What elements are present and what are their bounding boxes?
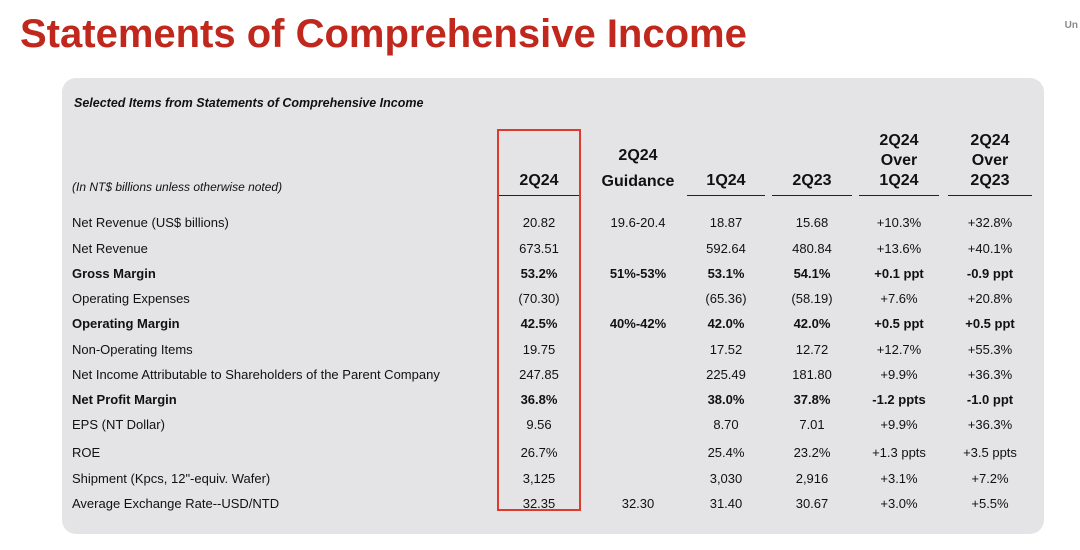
header-2q23-text: 2Q23 [792,172,832,189]
cell-guidance [590,412,686,437]
cell-2q23: 2,916 [795,471,829,486]
cell-1q24: 31.40 [709,496,743,511]
cell-over-2q23: +36.3% [967,417,1013,432]
cell-over-2q23: +3.5 ppts [963,445,1017,460]
cell-over-1q24: +1.3 ppts [872,445,926,460]
cell-2q24: 20.82 [522,215,556,230]
cell-1q24: 8.70 [713,417,739,432]
header-over-2q23-line2: Over [971,152,1009,169]
row-label: Net Revenue (US$ billions) [72,215,229,230]
cell-2q23: 23.2% [793,445,831,460]
header-guidance-line1: 2Q24 [618,147,658,164]
cell-guidance [590,362,686,387]
cell-2q24: 53.2% [520,266,558,281]
header-over-1q24 [859,130,939,196]
cell-2q24: 9.56 [526,417,552,432]
cell-2q23: 7.01 [799,417,825,432]
row-label: Shipment (Kpcs, 12"-equiv. Wafer) [72,471,271,486]
header-over-1q24-line2: Over [880,152,918,169]
row-label: EPS (NT Dollar) [72,417,165,432]
cell-over-1q24: +0.5 ppt [874,316,924,331]
cell-over-2q23: +7.2% [971,471,1009,486]
cell-over-1q24: +3.0% [880,496,918,511]
unit-note: (In NT$ billions unless otherwise noted) [72,180,283,194]
cell-guidance [590,440,686,465]
cell-1q24: 18.87 [709,215,743,230]
cell-1q24: 42.0% [707,316,745,331]
cell-2q23: 480.84 [792,241,832,256]
cell-1q24: (65.36) [705,291,747,306]
cell-over-2q23: -0.9 ppt [966,266,1014,281]
row-label: Non-Operating Items [72,342,193,357]
cell-over-2q23: +40.1% [967,241,1013,256]
cell-2q24: 42.5% [520,316,558,331]
page-title: Statements of Comprehensive Income [20,12,747,56]
cell-over-1q24: +0.1 ppt [874,266,924,281]
cell-guidance: 40%-42% [609,316,667,331]
cell-2q24: 3,125 [522,471,556,486]
cell-guidance [590,466,686,491]
cell-over-1q24: +7.6% [880,291,918,306]
cell-2q23: 15.68 [795,215,829,230]
cell-guidance [590,286,686,311]
header-guidance-line2: Guidance [601,173,675,190]
cell-over-1q24: -1.2 ppts [872,392,926,407]
cell-2q24: 36.8% [520,392,558,407]
header-1q24-text: 1Q24 [706,172,746,189]
header-over-2q23-line3: 2Q23 [970,172,1010,189]
cell-over-1q24: +10.3% [876,215,922,230]
cell-over-2q23: +36.3% [967,367,1013,382]
row-label: Gross Margin [72,266,156,281]
cell-1q24: 3,030 [709,471,743,486]
header-over-2q23 [948,130,1032,196]
cell-over-2q23: +0.5 ppt [965,316,1015,331]
row-label: ROE [72,445,101,460]
table-subtitle: Selected Items from Statements of Comprehensive Income [74,96,424,110]
cell-2q23: 37.8% [793,392,831,407]
cell-over-1q24: +3.1% [880,471,918,486]
row-label: Net Profit Margin [72,392,177,407]
cell-1q24: 592.64 [706,241,746,256]
cell-2q23: 30.67 [795,496,829,511]
header-2q24-text: 2Q24 [519,172,559,189]
cell-2q23: (58.19) [791,291,833,306]
row-label: Average Exchange Rate--USD/NTD [72,496,280,511]
header-2q23 [772,130,852,196]
row-label: Net Income Attributable to Shareholders of the Parent Company [72,367,440,382]
row-label: Operating Expenses [72,291,190,306]
row-label: Operating Margin [72,316,180,331]
cell-over-2q23: +32.8% [967,215,1013,230]
row-label: Net Revenue [72,241,148,256]
current-quarter-highlight [497,129,581,511]
cell-guidance: 19.6-20.4 [610,215,666,230]
cell-1q24: 38.0% [707,392,745,407]
header-over-2q23-line1: 2Q24 [970,132,1010,149]
cell-guidance: 32.30 [621,496,655,511]
cell-1q24: 225.49 [706,367,746,382]
cell-2q24: 32.35 [522,496,556,511]
header-over-1q24-line3: 1Q24 [879,172,919,189]
cell-over-1q24: +9.9% [880,417,918,432]
cell-1q24: 25.4% [707,445,745,460]
cell-guidance [590,337,686,362]
cell-guidance [590,236,686,261]
cell-2q24: 26.7% [520,445,558,460]
cell-over-2q23: +5.5% [971,496,1009,511]
header-1q24 [687,130,765,196]
cell-over-2q23: +55.3% [967,342,1013,357]
cell-2q24: 247.85 [519,367,559,382]
cell-guidance: 51%-53% [609,266,667,281]
cell-1q24: 17.52 [709,342,743,357]
cell-2q23: 12.72 [795,342,829,357]
cell-over-2q23: +20.8% [967,291,1013,306]
cell-guidance [590,387,686,412]
cell-2q24: 19.75 [522,342,556,357]
cell-2q24: (70.30) [518,291,560,306]
header-over-1q24-line1: 2Q24 [879,132,919,149]
cell-2q24: 673.51 [519,241,559,256]
cell-2q23: 54.1% [793,266,831,281]
cell-over-1q24: +13.6% [876,241,922,256]
cell-2q23: 181.80 [792,367,832,382]
cell-1q24: 53.1% [707,266,745,281]
header-guidance [590,130,686,196]
cell-over-1q24: +9.9% [880,367,918,382]
cell-over-2q23: -1.0 ppt [966,392,1014,407]
cell-2q23: 42.0% [793,316,831,331]
table-panel [62,78,1044,534]
corner-text: Un [1064,20,1078,31]
cell-over-1q24: +12.7% [876,342,922,357]
